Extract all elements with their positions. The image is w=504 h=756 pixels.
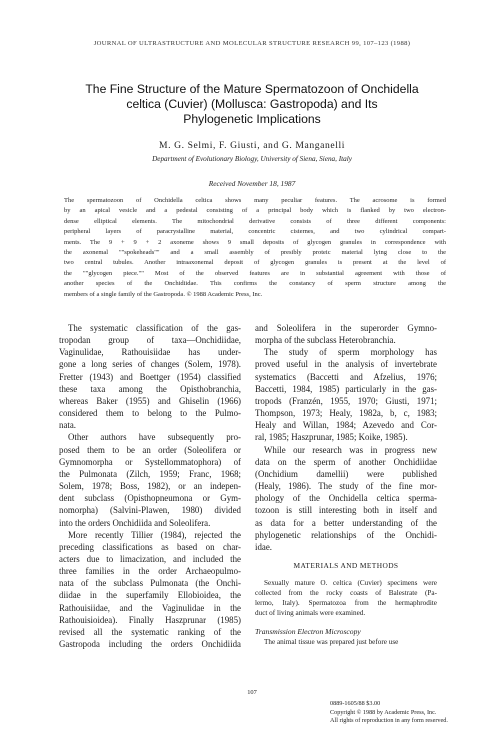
methods-line: Sexually mature O. celtica (Cuvier) specimens were bbox=[264, 579, 437, 588]
body-line: Solem, 1978; Boss, 1982), or an indepen- bbox=[59, 481, 241, 492]
body-line: The systematic classification of the gas- bbox=[68, 323, 241, 333]
body-line: Baccetti, 1984, 1985) particularly in the gas- bbox=[255, 383, 437, 394]
body-line: phylogenetic relationships of the Onchidi- bbox=[255, 529, 437, 540]
methods-line: collected from the rocky coasts of Balestrate (Pa- bbox=[255, 589, 437, 598]
abstract bbox=[64, 196, 446, 300]
abstract-line: ments. The 9 + 9 + 2 axoneme shows 9 small deposits of glycogen granules in correspondence with bbox=[64, 238, 446, 246]
methods-line: The animal tissue was prepared just before use bbox=[264, 637, 399, 646]
methods-line: lermo, Italy). Spermatozoa from the hermaphrodite bbox=[255, 598, 437, 607]
subsection-heading: Transmission Electron Microscopy bbox=[255, 626, 361, 636]
body-line: preceding classifications as based on char- bbox=[59, 541, 241, 552]
body-line: (Onchidium damellii) were published bbox=[255, 468, 437, 479]
abstract-line: by an apical vesicle and a pedestal consisting of a principal body which is flanked by two electron- bbox=[64, 207, 446, 215]
body-line: dent subclass (Opisthopneumona or Gym- bbox=[59, 493, 241, 504]
abstract-line: peripheral layers of paracrystalline material, concentric cisternes, and two cylindrical compart- bbox=[64, 228, 446, 236]
body-line: tozoon is still interesting both in itself and bbox=[255, 505, 437, 516]
body-line: nata of the subclass Pulmonata (the Onchi- bbox=[59, 578, 241, 589]
abstract-line: the axonemal ""spokeheads"" and a small assembly of presibly proteic material lying close to the bbox=[64, 249, 446, 257]
title-line: celtica (Cuvier) (Mollusca: Gastropoda) and Its bbox=[126, 97, 378, 111]
section-gap bbox=[255, 572, 437, 579]
section-heading: MATERIALS AND METHODS bbox=[293, 560, 399, 570]
body-line: The study of sperm morphology has bbox=[264, 347, 437, 358]
abstract-line: another species of the Onchidiidae. This confirms the constancy of sperm structure among the bbox=[64, 280, 446, 288]
body-line: systematics (Baccetti and Afzelius, 1976; bbox=[255, 371, 437, 382]
body-line: nomorpha) (Salvini-Plawen, 1980) divided bbox=[59, 505, 241, 516]
body-line: whereas Baker (1955) and Ghiselin (1966) bbox=[59, 395, 241, 406]
body-line: Rathouisiidae, and the Vaginulidae in the bbox=[59, 602, 241, 613]
body-line: three families in the order Archaeopulmo- bbox=[59, 566, 241, 577]
title-line: The Fine Structure of the Mature Spermatozoon of Onchidella bbox=[85, 82, 419, 96]
abstract-line: dense elliptical elements. The mitochondrial derivative consists of three different components: bbox=[64, 217, 446, 225]
body-line: into the orders Onchidiida and Soleolifera. bbox=[59, 517, 211, 528]
body-line: diidae in the superfamily Ellobioidea, the bbox=[59, 590, 241, 601]
abstract-line: the ""glycogen piece."" Most of the observed features are in substantial agreement with those of bbox=[64, 269, 446, 277]
body-line: phology of the Onchidella celtica sperma- bbox=[255, 493, 437, 504]
abstract-line: The spermatozoon of Onchidella celtica shows many peculiar features. The acrosome is formed bbox=[64, 197, 446, 204]
body-line: While our research was in progress new bbox=[264, 444, 437, 455]
body-line: idae. bbox=[255, 541, 273, 552]
body-line: Gastropoda including the orders Onchidiida bbox=[59, 639, 241, 650]
affiliation: Department of Evolutionary Biology, University of Siena, Siena, Italy bbox=[152, 155, 352, 163]
body-line: acters due to limacization, and included the bbox=[59, 553, 241, 564]
body-line: (Healy, 1986). The study of the fine mor- bbox=[255, 481, 437, 492]
title-line: Phylogenetic Implications bbox=[183, 112, 321, 126]
body-line: tropods (Franzén, 1955, 1970; Giusti, 1971; bbox=[255, 395, 437, 406]
rights-line: All rights of reproduction in any form reserved. bbox=[330, 717, 448, 725]
body-line: revised all the systematic ranking of the bbox=[59, 626, 241, 637]
publisher-info bbox=[330, 700, 500, 726]
methods-line: duct of living animals were examined. bbox=[255, 608, 366, 617]
body-line: Thompson, 1973; Healy, 1982a, b, c, 1983; bbox=[255, 408, 437, 419]
body-line: morpha of the subclass Heterobranchia. bbox=[255, 335, 396, 346]
body-line: posed them to be an order (Soleolifera or bbox=[59, 444, 241, 455]
body-line: Fretter (1943) and Boettger (1954) classified bbox=[59, 371, 241, 382]
body-line: tropodan group of taxa—Onchidiidae, bbox=[59, 335, 241, 346]
body-line: Vaginulidae, Rathouisiidae has under- bbox=[59, 347, 241, 358]
body-line: More recently Tillier (1984), rejected the bbox=[68, 529, 241, 540]
body-line: gone a long series of changes (Solem, 1978). bbox=[59, 359, 241, 370]
page-number: 107 bbox=[247, 689, 257, 696]
body-line: data on the sperm of another Onchidiidae bbox=[255, 456, 437, 467]
section-gap bbox=[255, 619, 437, 626]
received-date: Received November 18, 1987 bbox=[208, 179, 296, 188]
issn: 0889-1605/88 $3.00 bbox=[330, 700, 381, 707]
abstract-line: members of a single family of the Gastropoda. © 1988 Academic Press, Inc. bbox=[64, 290, 263, 298]
body-line: as data for a better understanding of the bbox=[255, 517, 437, 528]
body-line: Rathouisioidea). Finally Haszprunar (1985) bbox=[59, 614, 241, 625]
left-column bbox=[59, 322, 241, 650]
right-column bbox=[255, 322, 437, 648]
running-header: JOURNAL OF ULTRASTRUCTURE AND MOLECULAR STRUCTURE RESEARCH 99, 107–123 (1988) bbox=[93, 40, 411, 47]
body-line: Gymnomorpha or Systellommatophora) of bbox=[59, 456, 241, 467]
body-line: and Soleolifera in the superorder Gymno- bbox=[255, 323, 437, 333]
body-line: Healy and Willan, 1984; Azevedo and Cor- bbox=[255, 420, 437, 431]
body-line: ral, 1985; Haszprunar, 1985; Koike, 1985). bbox=[255, 432, 408, 443]
author-list: M. G. Selmi, F. Giusti, and G. Manganelli bbox=[158, 140, 346, 151]
body-line: nata. bbox=[59, 420, 77, 431]
abstract-line: two central tubules. Another intraaxonemal deposit of glycogen granules is present at the level of bbox=[64, 259, 446, 267]
body-line: these taxa among the Opisthobranchia, bbox=[59, 383, 241, 394]
article-title bbox=[44, 82, 460, 127]
body-line: the Pulmonata (Zilch, 1959; Franc, 1968; bbox=[59, 468, 241, 479]
body-line: proved useful in the analysis of invertebrate bbox=[255, 359, 437, 370]
body-line: considered them to belong to the Pulmo- bbox=[59, 408, 241, 419]
copyright-line: Copyright © 1988 by Academic Press, Inc. bbox=[330, 708, 437, 716]
section-gap bbox=[255, 553, 437, 560]
body-line: Other authors have subsequently pro- bbox=[68, 432, 241, 443]
